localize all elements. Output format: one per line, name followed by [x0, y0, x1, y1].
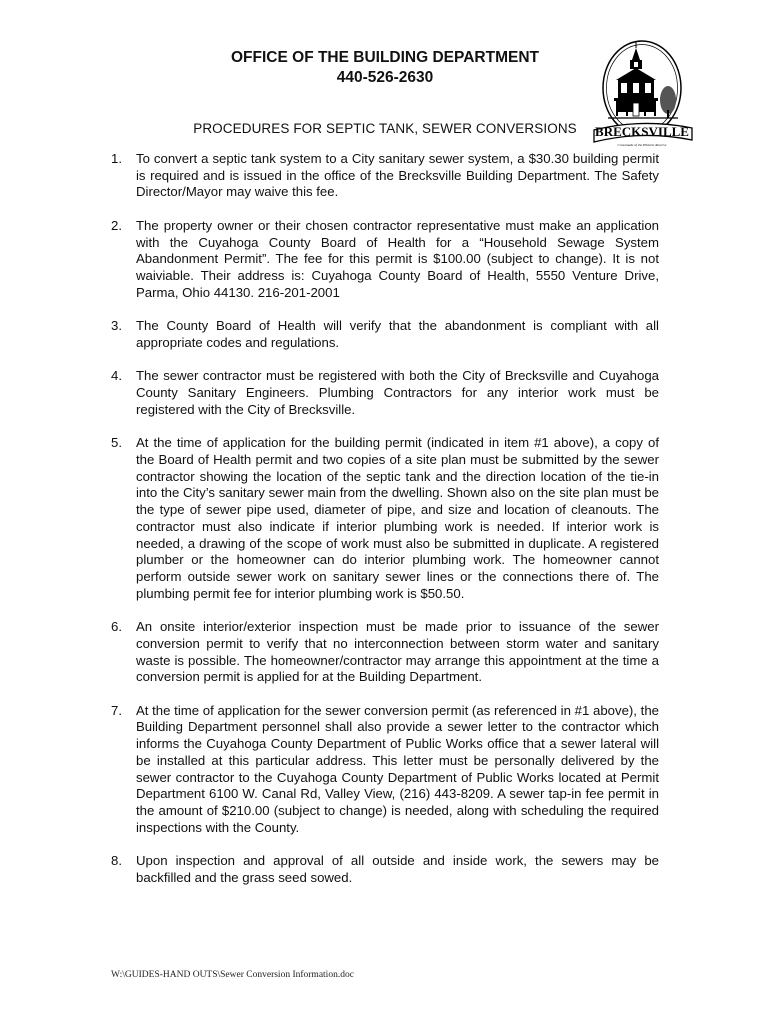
- procedure-item-1: [111, 151, 659, 201]
- item-text: At the time of application for the sewer conversion permit (as referenced in #1 above), the Building Department personnel shall also provide a sewer letter to the contractor which informs the Cuyahoga County Department of Public Works office that a sewer lateral will be installed at this particular address. This letter must be personally delivered by the sewer contractor to the Cuyahoga County Department of Public Works located at Permit Department 6100 W. Canal Rd, Valley View, (216) 443-8209. A sewer tap-in fee permit in the amount of $210.00 (subject to change) is needed, along with scheduling the required inspections with the County.: [136, 702, 659, 835]
- item-text: The sewer contractor must be registered with both the City of Brecksville and Cuyahoga County Sanitary Engineers. Plumbing Contractors for any interior work must be registered with the City of Brecksville.: [136, 368, 659, 417]
- procedure-item-8: [111, 853, 659, 886]
- document-header: [150, 48, 620, 88]
- item-text: At the time of application for the building permit (indicated in item #1 above), a copy of the Board of Health permit and two copies of a site plan must be submitted by the sewer contractor showing the location of the septic tank and the direction location of the tie-in into the City’s sanitary sewer main from the dwelling. Shown also on the site plan must be the type of sewer pipe used, diameter of pipe, and size and location of cleanouts. The contractor must also indicate if interior plumbing work is needed. If interior work is needed, a drawing of the scope of work must also be submitted in duplicate. A registered plumber or the homeowner can do interior plumbing work. The homeowner cannot perform outside sewer work on sanitary sewer lines or the connections there of. The plumbing permit fee for interior plumbing work is $50.50.: [136, 435, 659, 601]
- item-number: 7.: [111, 702, 122, 718]
- item-text: Upon inspection and approval of all outside and inside work, the sewers may be backfilled and the grass seed sowed.: [136, 853, 659, 885]
- procedures-subtitle: PROCEDURES FOR SEPTIC TANK, SEWER CONVERSIONS: [193, 121, 577, 136]
- item-number: 1.: [111, 151, 122, 166]
- procedure-item-2: [111, 218, 659, 302]
- procedure-item-3: [111, 318, 659, 351]
- item-text: The property owner or their chosen contractor representative must make an application with the Cuyahoga County Board of Health for a “Household Sewage System Abandonment Permit”. The fee for this permit is $100.00 (subject to change). It is not waiviable. Their address is: Cuyahoga County Board of Health, 5550 Venture Drive, Parma, Ohio 44130. 216-201-2001: [136, 217, 659, 300]
- item-text: The County Board of Health will verify that the abandonment is compliant with all appropriate codes and regulations.: [136, 318, 659, 350]
- item-number: 6.: [111, 619, 122, 635]
- item-number: 4.: [111, 368, 122, 384]
- item-text: To convert a septic tank system to a City sanitary sewer system, a $30.30 building permit is required and is issued in the office of the Brecksville Building Department. The Safety Director/Mayor may waive this fee.: [136, 151, 659, 200]
- procedure-item-7: [111, 703, 659, 837]
- procedure-list: [111, 151, 659, 903]
- procedure-item-5: [111, 435, 659, 602]
- department-phone: 440-526-2630: [336, 69, 434, 86]
- item-number: 8.: [111, 853, 122, 869]
- logo-city-name: BRECKSVILLE: [595, 124, 689, 139]
- department-title: OFFICE OF THE BUILDING DEPARTMENT: [231, 49, 539, 66]
- logo-ribbon-text: Crossroads of the Historic Reserve: [617, 143, 667, 147]
- item-number: 2.: [111, 217, 122, 233]
- document-file-path: W:\GUIDES-HAND OUTS\Sewer Conversion Information.doc: [111, 970, 354, 980]
- item-number: 5.: [111, 435, 122, 451]
- item-text: An onsite interior/exterior inspection must be made prior to issuance of the sewer conversion permit to verify that no interconnection between storm water and sanitary waste is possible. The homeowner/contractor may arrange this appointment at the time a conversion permit is applied for at the Building Department.: [136, 619, 659, 685]
- item-number: 3.: [111, 318, 122, 334]
- procedure-item-6: [111, 619, 659, 686]
- procedure-item-4: [111, 368, 659, 418]
